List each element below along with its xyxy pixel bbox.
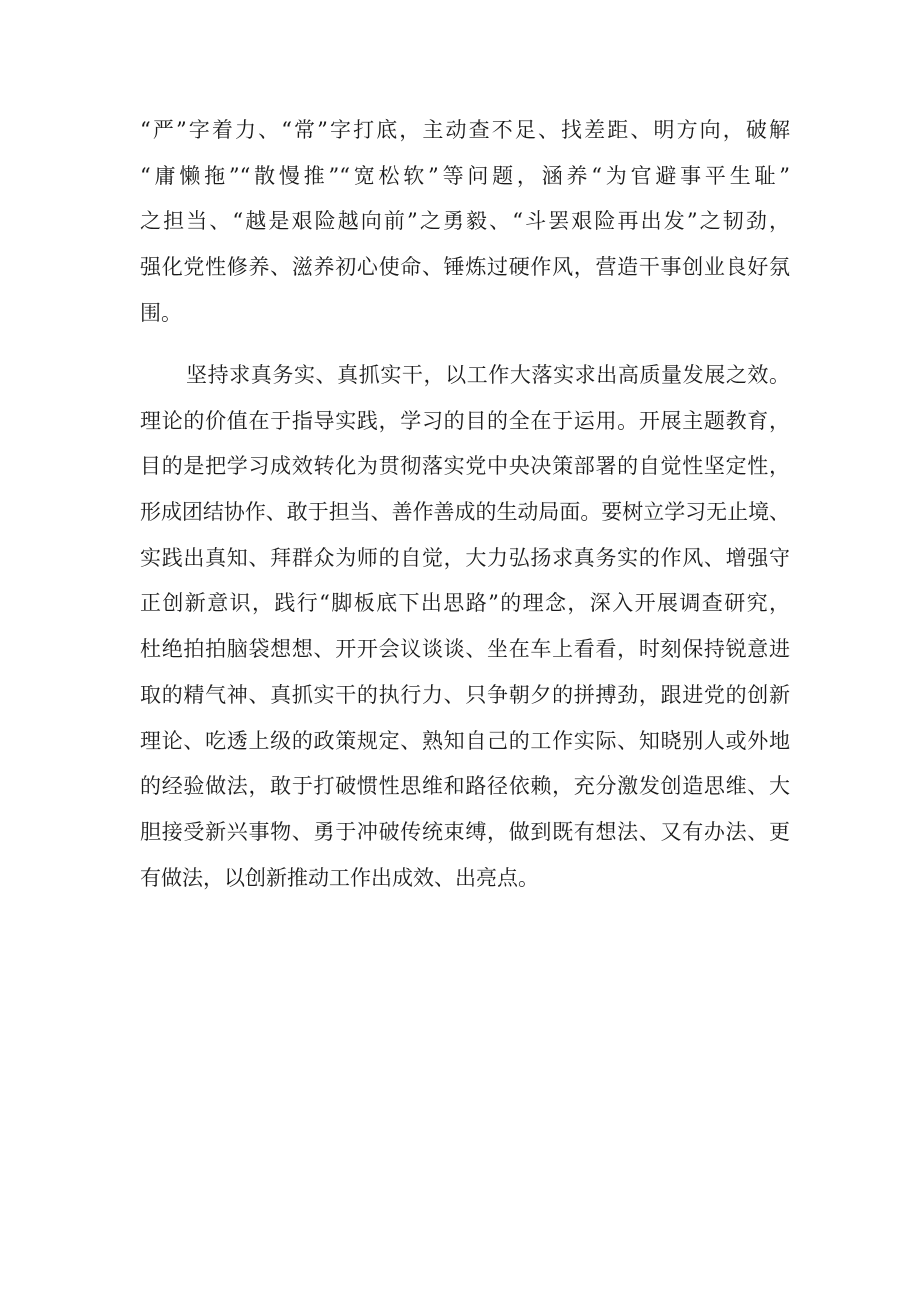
paragraph-line: 理论的价值在于指导实践，学习的目的全在于运用。开展主题教育， bbox=[140, 408, 790, 433]
paragraph-line: 杜绝拍拍脑袋想想、开开会议谈谈、坐在车上看看，时刻保持锐意进 bbox=[140, 637, 790, 662]
paragraph-1 bbox=[140, 108, 790, 336]
paragraph-line: 形成团结协作、敢于担当、善作善成的生动局面。要树立学习无止境、 bbox=[140, 500, 790, 525]
paragraph-line: “严”字着力、“常”字打底，主动查不足、找差距、明方向，破解 bbox=[140, 118, 790, 142]
paragraph-line: 的经验做法，敢于打破惯性思维和路径依赖，充分激发创造思维、大 bbox=[140, 774, 790, 799]
paragraph-line: 目的是把学习成效转化为贯彻落实党中央决策部署的自觉性坚定性， bbox=[140, 454, 790, 479]
paragraph-2 bbox=[140, 353, 790, 901]
paragraph-line: “庸懒拖”“散慢推”“宽松软”等问题，涵养“为官避事平生耻” bbox=[140, 163, 790, 188]
paragraph-line: 正创新意识，践行“脚板底下出思路”的理念，深入开展调查研究， bbox=[140, 591, 790, 616]
paragraph-line: 实践出真知、拜群众为师的自觉，大力弘扬求真务实的作风、增强守 bbox=[140, 545, 790, 570]
paragraph-line: 胆接受新兴事物、勇于冲破传统束缚，做到既有想法、又有办法、更 bbox=[140, 819, 790, 844]
paragraph-line: 强化党性修养、滋养初心使命、锤炼过硬作风，营造干事创业良好氛 bbox=[140, 255, 790, 280]
paragraph-line: 围。 bbox=[140, 300, 182, 325]
paragraph-line: 之担当、“越是艰险越向前”之勇毅、“斗罢艰险再出发”之韧劲， bbox=[140, 209, 790, 234]
paragraph-line: 坚持求真务实、真抓实干，以工作大落实求出高质量发展之效。 bbox=[186, 363, 790, 387]
paragraph-line: 有做法，以创新推动工作出成效、出亮点。 bbox=[140, 865, 539, 890]
paragraph-line: 取的精气神、真抓实干的执行力、只争朝夕的拼搏劲，跟进党的创新 bbox=[140, 682, 790, 707]
paragraph-line: 理论、吃透上级的政策规定、熟知自己的工作实际、知晓别人或外地 bbox=[140, 728, 790, 753]
